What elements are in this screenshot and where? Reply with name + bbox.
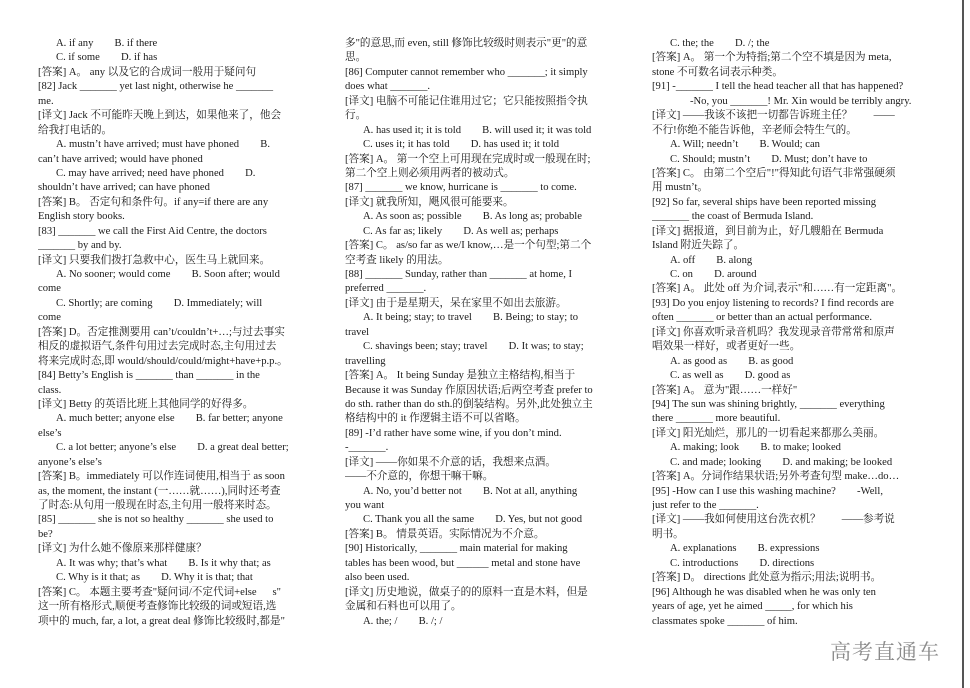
text-line: as, the moment, the instant (一……就……),同时还考查 — [38, 485, 281, 497]
text-line: [答案] C。 本题主要考查"疑问词/不定代词+else s" — [38, 586, 281, 598]
text-line: 格结构中的 it 作逻辑主语不可以省略。 — [345, 413, 526, 425]
text-line: 空考查 likely 的用法。 — [345, 254, 449, 266]
text-line: [答案] A。 此处 off 为介词,表示"和……有一定距离"。 — [652, 283, 903, 295]
text-line: does what _______. — [345, 81, 431, 93]
answer-option-line: A. much better; anyone else B. far better; anyone — [56, 413, 283, 425]
text-line: [译文] Betty 的英语比班上其他同学的好得多。 — [38, 398, 254, 410]
answer-option-line: C. and made; looking D. and making; be looked — [670, 456, 893, 468]
answer-option-line: C. Thank you all the same D. Yes, but not good — [363, 514, 583, 526]
answer-option-line: A. mustn’t have arrived; must have phoned B. — [56, 139, 270, 151]
text-line: 不行!你绝不能告诉他，辛老师会特生气的。 — [652, 124, 857, 136]
text-line: [译文] 历史地说，做桌子的的原料一直是木料，但是 — [345, 586, 588, 598]
text-line: [答案] A。 It being Sunday 是独立主格结构,相当于 — [345, 370, 576, 382]
answer-option-line: A. off B. along — [670, 254, 753, 266]
answer-option-line: C. Shortly; are coming D. Immediately; will — [56, 297, 263, 309]
text-line: also been used. — [345, 572, 410, 584]
text-line: [译文] 为什么她不像原来那样健康？ — [38, 543, 207, 555]
answer-option-line: A. explanations B. expressions — [670, 543, 820, 555]
text-line: 这一所有格形式,顺便考查修饰比较级的词或短语,选 — [38, 601, 277, 613]
text-line: [96] Although he was disabled when he was only ten — [652, 586, 876, 598]
text-line: [译文] ——我如何使用这台洗衣机？ ——参考说 — [652, 514, 895, 526]
text-line: you want — [345, 500, 385, 511]
answer-option-line: A. It was why; that’s what B. Is it why that; as — [56, 557, 271, 569]
text-line: 金属和石料也可以用了。 — [345, 601, 462, 613]
text-line: [85] _______ she is not so healthy _______ she used to — [38, 514, 274, 526]
text-line: _______ by and by. — [38, 240, 122, 252]
text-column-1 — [38, 37, 330, 629]
text-line: [译文] Jack 不可能昨天晚上到达，如果他来了，他会 — [38, 110, 282, 122]
text-line: [84] Betty’s English is _______ than _______ in the — [38, 370, 260, 382]
text-line: [答案] C。 as/so far as we/I know,…是一个句型;第二个 — [345, 240, 592, 252]
text-line: [答案] D。 directions 此处意为指示;用法;说明书。 — [652, 572, 882, 584]
text-line: preferred _______. — [345, 283, 427, 295]
text-line: 多"的意思,而 even, still 修饰比较级时则表示"更"的意 — [345, 38, 588, 49]
answer-option-line: A. has used it; it is told B. will used it; it was told — [363, 124, 592, 136]
answer-option-line: C. may have arrived; need have phoned D. — [56, 167, 256, 179]
text-line: [答案] A。 第一个为特指;第二个空不填是因为 meta, — [652, 52, 892, 64]
text-line: 将来完成时态,即 would/should/could/might+have+p.p.。 — [38, 355, 288, 367]
text-line: [译文] 电脑不可能记住谁用过它；它只能按照指令执 — [345, 95, 588, 107]
answer-option-line: A. It being; stay; to travel B. Being; to stay; to — [363, 312, 579, 324]
text-line: 了时态:从句用一般现在时态,主句用一般将来时态。 — [38, 500, 277, 511]
answer-option-line: C. on D. around — [670, 269, 757, 280]
text-line: travel — [345, 326, 370, 338]
text-line: [91] -_______ I tell the head teacher all that has happened? — [652, 81, 904, 93]
text-line: tables has been wood, but ______ metal and stone have — [345, 557, 581, 569]
text-line: [93] Do you enjoy listening to records? I find records are — [652, 297, 894, 309]
answer-option-line: A. Will; needn’t B. Would; can — [670, 139, 820, 151]
answer-option-line: C. introductions D. directions — [670, 557, 815, 569]
text-line: classmates spoke _______ of him. — [652, 615, 798, 627]
text-line: [94] The sun was shining brightly, _______ everything — [652, 398, 885, 410]
text-line: [译文] 由于是星期天，呆在家里不如出去旅游。 — [345, 297, 567, 309]
text-line: [译文] 就我所知，飓风很可能要来。 — [345, 196, 514, 208]
text-line: [答案] C。 由第二个空后"!"得知此句语气非常强硬须 — [652, 167, 896, 179]
text-line: [82] Jack _______ yet last night, otherwise he _______ — [38, 81, 274, 93]
text-line: [答案] A。 any 以及它的合成词一般用于疑问句 — [38, 66, 257, 78]
answer-option-line: A. As soon as; possible B. As long as; probable — [363, 211, 582, 223]
answer-option-line: C. Should; mustn’t D. Must; don’t have to — [670, 153, 868, 165]
text-line: years of age, yet he aimed _____, for which his — [652, 601, 853, 613]
answer-option-line: A. No sooner; would come B. Soon after; would — [56, 269, 280, 280]
text-line: 项中的 much, far, a lot, a great deal 修饰比较级时,都是" — [38, 615, 285, 627]
text-line: [答案] B。immediately 可以作连词使用,相当于 as soon — [38, 471, 285, 483]
answer-option-line: -No, you _______! Mr. Xin would be terribly angry. — [690, 95, 912, 107]
text-line: [答案] D。否定推测要用 can’t/couldn’t+…;与过去事实 — [38, 326, 285, 338]
answer-option-line: A. making; look B. to make; looked — [670, 442, 841, 454]
text-line: 第二个空上则必须用两者的被动式。 — [345, 167, 515, 179]
text-line: [87] _______ we know, hurricane is _______ to come. — [345, 182, 577, 194]
text-line: [译文] 你喜欢听录音机吗？我发现录音带常常和原声 — [652, 326, 895, 338]
answer-option-line: A. the; / B. /; / — [363, 615, 443, 627]
answer-option-line: C. the; the D. /; the — [670, 38, 770, 49]
text-line: 用 mustn’t。 — [652, 182, 709, 194]
answer-option-line: C. a lot better; anyone’s else D. a great deal better; — [56, 442, 289, 454]
text-line: [答案] A。 第一个空上可用现在完成时或一般现在时; — [345, 153, 591, 165]
text-line: [92] So far, several ships have been reported missing — [652, 196, 877, 208]
text-line: 行。 — [345, 110, 367, 122]
text-line: come — [38, 312, 61, 324]
text-line: often _______ or better than an actual performance. — [652, 312, 873, 324]
watermark-logo: 高考直通车 — [830, 640, 940, 664]
text-line: can’t have arrived; would have phoned — [38, 153, 203, 165]
text-line: do sth. rather than do sth.的倒装结构。另外,此处独立主 — [345, 398, 593, 410]
answer-option-line: A. No, you’d better not B. Not at all, anything — [363, 485, 578, 497]
answer-option-line: C. shavings been; stay; travel D. It was; to stay; — [363, 341, 584, 353]
text-line: -_______. — [345, 442, 389, 454]
text-line: [83] _______ we call the First Aid Centre, the doctors — [38, 225, 267, 237]
text-line: ——不介意的，你想干嘛干嘛。 — [345, 471, 494, 483]
answer-option-line: C. as well as D. good as — [670, 370, 791, 382]
text-line: 给我打电话的。 — [38, 124, 113, 136]
answer-option-line: C. As far as; likely D. As well as; perhaps — [363, 225, 559, 237]
text-line: English story books. — [38, 211, 125, 223]
text-line: 明书。 — [652, 528, 684, 540]
answer-option-line: A. as good as B. as good — [670, 355, 794, 367]
text-line: [89] -I’d rather have some wine, if you don’t mind. — [345, 427, 562, 439]
text-line: [95] -How can I use this washing machine? -Well, — [652, 485, 883, 497]
text-line: 思。 — [345, 52, 367, 64]
text-line: else’s — [38, 427, 62, 439]
text-line: [答案] A。分词作结果状语;另外考查句型 make…do… — [652, 471, 900, 483]
text-line: stone 不可数名词表示种类。 — [652, 66, 783, 78]
text-line: me. — [38, 95, 54, 107]
text-line: there _______ more beautiful. — [652, 413, 781, 425]
text-line: be? — [38, 528, 53, 540]
text-line: travelling — [345, 355, 386, 367]
text-line: Because it was Sunday 作原因状语;后两空考查 prefer to — [345, 384, 593, 396]
text-line: come — [38, 283, 61, 295]
answer-option-line: A. if any B. if there — [56, 38, 158, 49]
text-line: [90] Historically, _______ main material for making — [345, 543, 568, 555]
text-line: 相反的虚拟语气,条件句用过去完成时态,主句用过去 — [38, 341, 277, 353]
text-line: [88] _______ Sunday, rather than _______ at home, I — [345, 269, 573, 280]
answer-option-line: C. if some D. if has — [56, 52, 158, 64]
text-line: [答案] A。 意为"跟……一样好" — [652, 384, 798, 396]
text-line: Island 附近失踪了。 — [652, 240, 745, 252]
text-line: [译文] 据报道，到目前为止，好几艘船在 Bermuda — [652, 225, 884, 237]
text-line: [译文] ——你如果不介意的话，我想来点酒。 — [345, 456, 556, 468]
answer-option-line: C. Why is it that; as D. Why it is that; that — [56, 572, 253, 584]
text-line: [译文] 只要我们拨打急救中心，医生马上就回来。 — [38, 254, 271, 266]
text-line: [译文] ——我该不该把一切都告诉班主任？ —— — [652, 110, 895, 122]
text-line: 唱效果一样好，或者更好一些。 — [652, 341, 801, 353]
text-line: _______ the coast of Bermuda Island. — [652, 211, 814, 223]
text-line: class. — [38, 384, 62, 396]
text-line: just refer to the _______. — [652, 500, 759, 511]
text-line: anyone’s else’s — [38, 456, 102, 468]
text-line: [86] Computer cannot remember who _______; it simply — [345, 66, 588, 78]
text-line: shouldn’t have arrived; can have phoned — [38, 182, 210, 194]
text-line: [答案] B。 情景英语。实际情况为不介意。 — [345, 528, 545, 540]
answer-option-line: C. uses it; it has told D. has used it; it told — [363, 139, 559, 151]
text-line: [答案] B。 否定句和条件句。if any=if there are any — [38, 196, 269, 208]
text-column-3 — [652, 37, 952, 629]
text-column-2 — [345, 37, 637, 629]
text-line: [译文] 阳光灿烂，那儿的一切看起来都那么美丽。 — [652, 427, 885, 439]
